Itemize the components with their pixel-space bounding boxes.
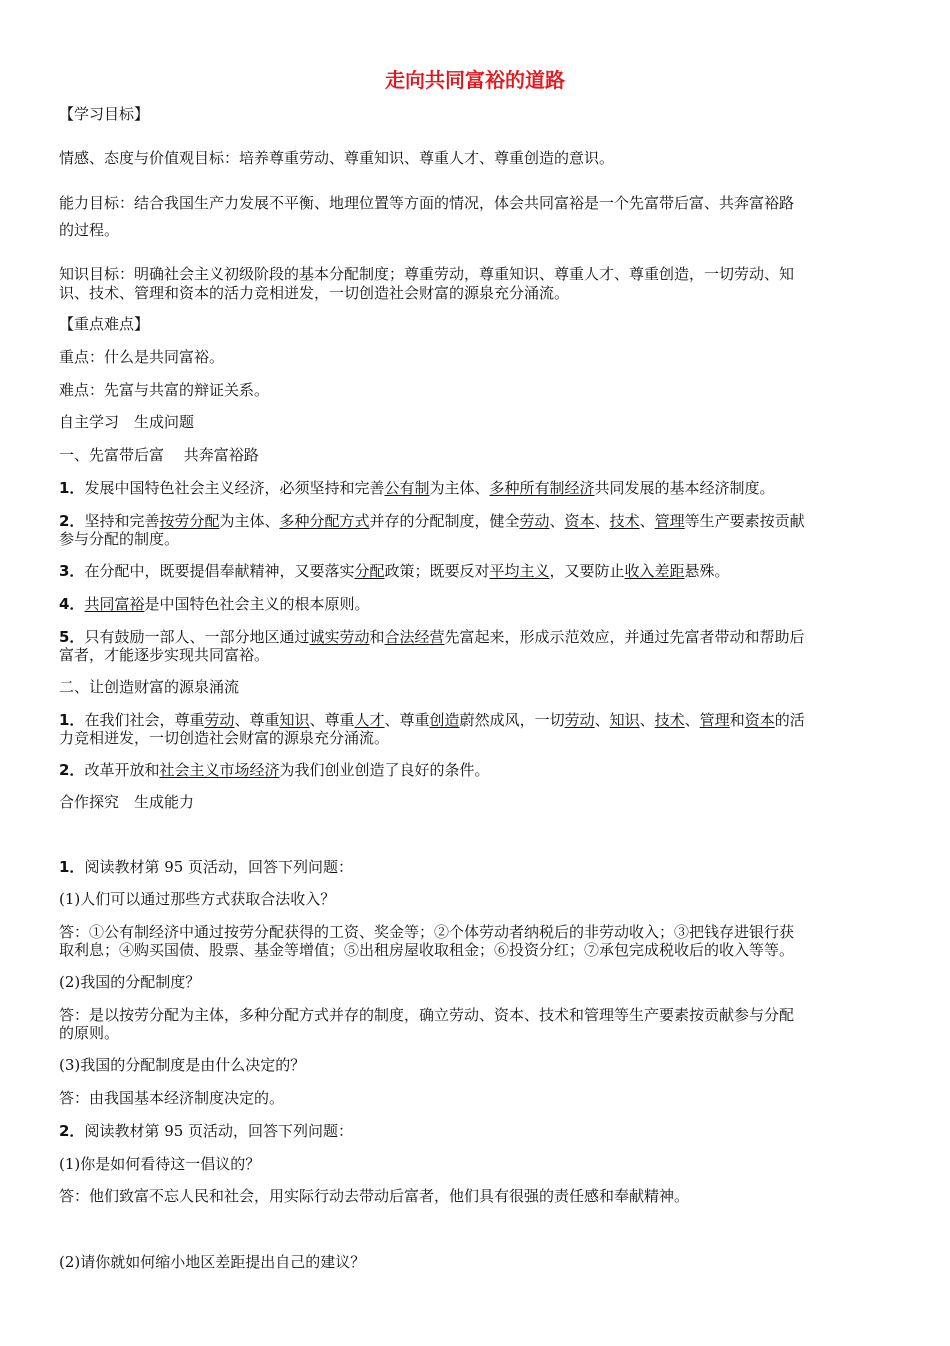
blank-answer: 多种分配方式 (279, 512, 370, 530)
page-title: 走向共同富裕的道路 (385, 68, 565, 92)
blank-answer: 技术 (609, 512, 640, 530)
activity-1-question-1: (1)人们可以通过那些方式获取合法收入？ (59, 890, 336, 908)
item-1-4: 4．共同富裕是中国特色社会主义的根本原则。 (59, 595, 370, 613)
blank-answer: 收入差距 (624, 562, 685, 580)
part-one-heading: 一、先富带后富 共奔富裕路 (59, 446, 259, 464)
item-1-1: 1．发展中国特色社会主义经济，必须坚持和完善公有制为主体、多种所有制经济共同发展的基本经济制度。 (59, 479, 775, 497)
item-1-2-line2: 参与分配的制度。 (59, 530, 180, 548)
activity-1-answer-2-line2: 的原则。 (59, 1024, 120, 1042)
goal-emotion: 情感、态度与价值观目标：培养尊重劳动、尊重知识、尊重人才、尊重创造的意识。 (59, 149, 615, 167)
cooperation-heading: 合作探究 生成能力 (59, 793, 195, 811)
blank-answer: 创造 (429, 711, 460, 729)
blank-answer: 技术 (654, 711, 685, 729)
goal-knowledge-line1: 知识目标：明确社会主义初级阶段的基本分配制度；尊重劳动，尊重知识、尊重人才、尊重创造，一切劳动、知 (59, 265, 795, 283)
blank-answer: 公有制 (384, 479, 430, 497)
blank-answer: 诚实劳动 (309, 628, 370, 646)
part-two-heading: 二、让创造财富的源泉涌流 (59, 678, 240, 696)
blank-answer: 人才 (354, 711, 385, 729)
blank-answer: 平均主义 (489, 562, 550, 580)
blank-answer: 按劳分配 (159, 512, 220, 530)
item-1-5: 5．只有鼓励一部人、一部分地区通过诚实劳动和合法经营先富起来，形成示范效应，并通过先富者带动和帮助后 (59, 628, 805, 646)
item-1-3: 3．在分配中，既要提倡奉献精神，又要落实分配政策；既要反对平均主义，又要防止收入差距悬殊。 (59, 562, 730, 580)
blank-answer: 管理 (654, 512, 685, 530)
blank-answer: 资本 (564, 512, 595, 530)
difficult-point: 难点：先富与共富的辩证关系。 (59, 381, 270, 399)
goal-ability-line1: 能力目标：结合我国生产力发展不平衡、地理位置等方面的情况，体会共同富裕是一个先富带后富、共奔富裕路 (59, 194, 795, 212)
blank-answer: 知识 (609, 711, 640, 729)
blank-answer: 社会主义市场经济 (159, 761, 280, 779)
key-point: 重点：什么是共同富裕。 (59, 348, 225, 366)
activity-1-answer-3: 答：由我国基本经济制度决定的。 (59, 1089, 285, 1107)
blank-answer: 管理 (699, 711, 730, 729)
item-2-2: 2．改革开放和社会主义市场经济为我们创业创造了良好的条件。 (59, 761, 490, 779)
activity-2-heading: 2．阅读教材第 95 页活动，回答下列问题： (59, 1122, 354, 1140)
blank-answer: 合法经营 (384, 628, 445, 646)
blank-answer: 分配 (354, 562, 385, 580)
blank-answer: 资本 (744, 711, 775, 729)
goal-ability-line2: 的过程。 (59, 221, 120, 239)
activity-1-answer-1-line1: 答：①公有制经济中通过按劳分配获得的工资、奖金等；②个体劳动者纳税后的非劳动收入；③把钱存进银行获 (59, 923, 795, 941)
blank-answer: 知识 (279, 711, 310, 729)
blank-answer: 共同富裕 (84, 595, 145, 613)
item-2-1: 1．在我们社会，尊重劳动、尊重知识、尊重人才、尊重创造蔚然成风，一切劳动、知识、技术、管理和资本的活 (59, 711, 805, 729)
blank-answer: 劳动 (564, 711, 595, 729)
activity-1-answer-1-line2: 取利息；④购买国债、股票、基金等增值；⑤出租房屋收取租金；⑥投资分红；⑦承包完成税收后的收入等等。 (59, 941, 795, 959)
blank-answer: 劳动 (519, 512, 550, 530)
blank-answer: 多种所有制经济 (489, 479, 595, 497)
item-2-1-line2: 力竞相迸发，一切创造社会财富的源泉充分涌流。 (59, 729, 390, 747)
section-heading-goals: 【学习目标】 (59, 105, 150, 123)
item-1-5-line2: 富者，才能逐步实现共同富裕。 (59, 646, 270, 664)
goal-knowledge-line2: 识、技术、管理和资本的活力竞相迸发，一切创造社会财富的源泉充分涌流。 (59, 284, 570, 302)
section-heading-key-points: 【重点难点】 (59, 315, 150, 333)
activity-2-answer-1: 答：他们致富不忘人民和社会，用实际行动去带动后富者，他们具有很强的责任感和奉献精神。 (59, 1187, 690, 1205)
self-study-heading: 自主学习 生成问题 (59, 413, 195, 431)
activity-1-question-3: (3)我国的分配制度是由什么决定的？ (59, 1056, 306, 1074)
blank-answer: 劳动 (204, 711, 235, 729)
item-1-2: 2．坚持和完善按劳分配为主体、多种分配方式并存的分配制度，健全劳动、资本、技术、管理等生产要素按贡献 (59, 512, 805, 530)
activity-1-question-2: (2)我国的分配制度？ (59, 973, 201, 991)
activity-1-heading: 1．阅读教材第 95 页活动，回答下列问题： (59, 858, 354, 876)
activity-2-question-2: (2)请你就如何缩小地区差距提出自己的建议？ (59, 1253, 366, 1271)
activity-2-question-1: (1)你是如何看待这一倡议的？ (59, 1155, 261, 1173)
activity-1-answer-2-line1: 答：是以按劳分配为主体，多种分配方式并存的制度，确立劳动、资本、技术和管理等生产要素按贡献参与分配 (59, 1006, 795, 1024)
